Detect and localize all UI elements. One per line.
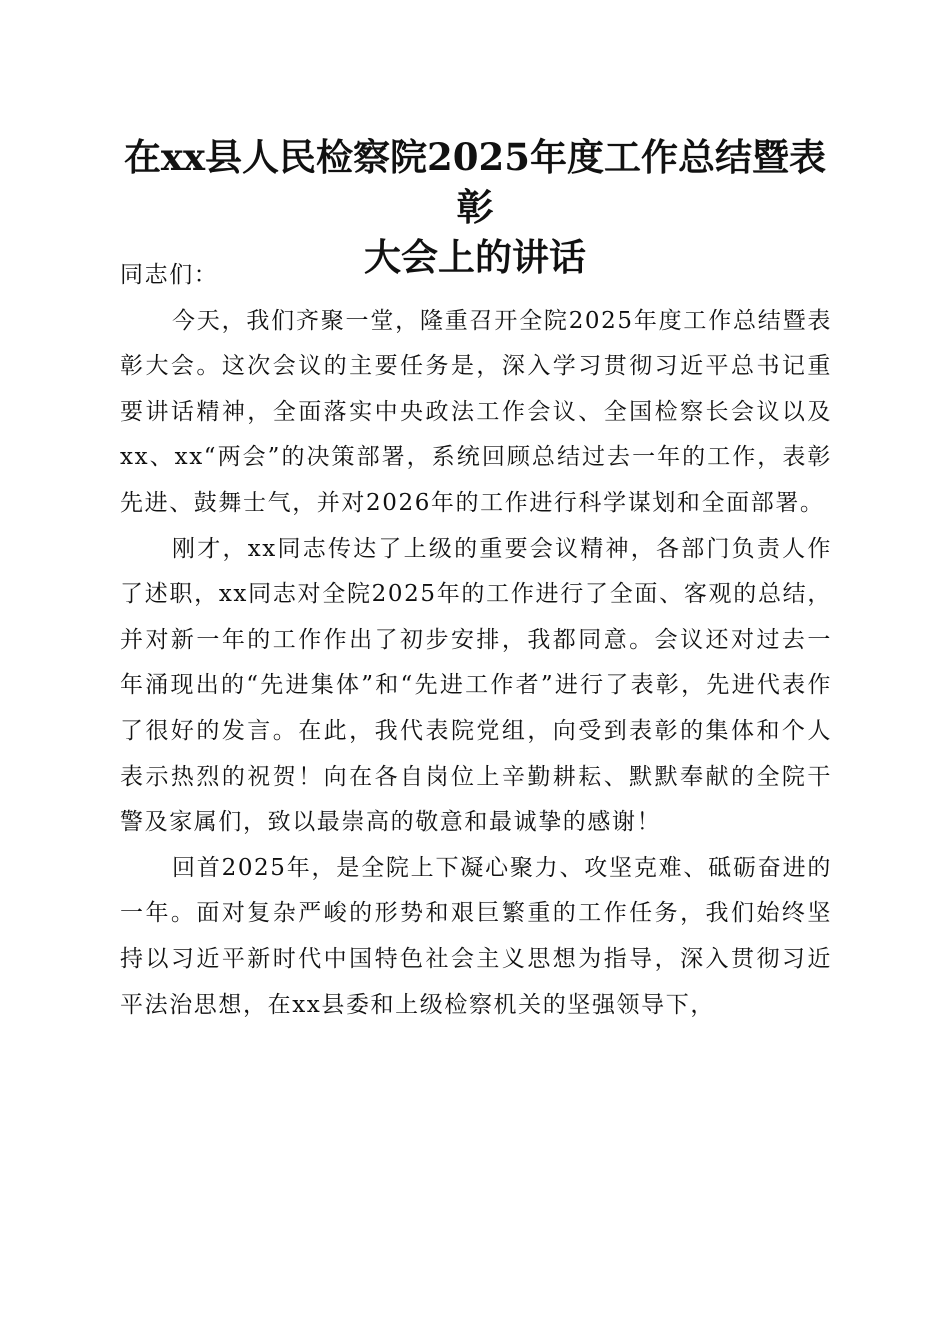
title-line-1: 在xx县人民检察院2025年度工作总结暨表彰 — [123, 135, 827, 229]
paragraph-year-review: 回首2025年，是全院上下凝心聚力、攻坚克难、砥砺奋进的一年。面对复杂严峻的形势和艰巨繁重的工作任务，我们始终坚持以习近平新时代中国特色社会主义思想为指导，深入贯彻习近平法治思想，在xx县委和上级检察机关的坚强领导下， — [120, 854, 832, 1018]
speech-body — [120, 253, 832, 1028]
salutation: 同志们： — [120, 262, 219, 288]
title-line-2: 大会上的讲话 — [364, 235, 586, 279]
paragraph-opening: 今天，我们齐聚一堂，隆重召开全院2025年度工作总结暨表彰大会。这次会议的主要任务是，深入学习贯彻习近平总书记重要讲话精神，全面落实中央政法工作会议、全国检察长会议以及xx、xx“两会”的决策部署，系统回顾总结过去一年的工作，表彰先进、鼓舞士气，并对2026年的工作进行科学谋划和全面部署。 — [120, 307, 832, 516]
paragraph-meeting-summary: 刚才，xx同志传达了上级的重要会议精神，各部门负责人作了述职，xx同志对全院2025年的工作进行了全面、客观的总结，并对新一年的工作作出了初步安排，我都同意。会议还对过去一年涌现出的“先进集体”和“先进工作者”进行了表彰，先进代表作了很好的发言。在此，我代表院党组，向受到表彰的集体和个人表示热烈的祝贺！向在各自岗位上辛勤耕耘、默默奉献的全院干警及家属们，致以最崇高的敬意和最诚挚的感谢！ — [120, 535, 832, 836]
